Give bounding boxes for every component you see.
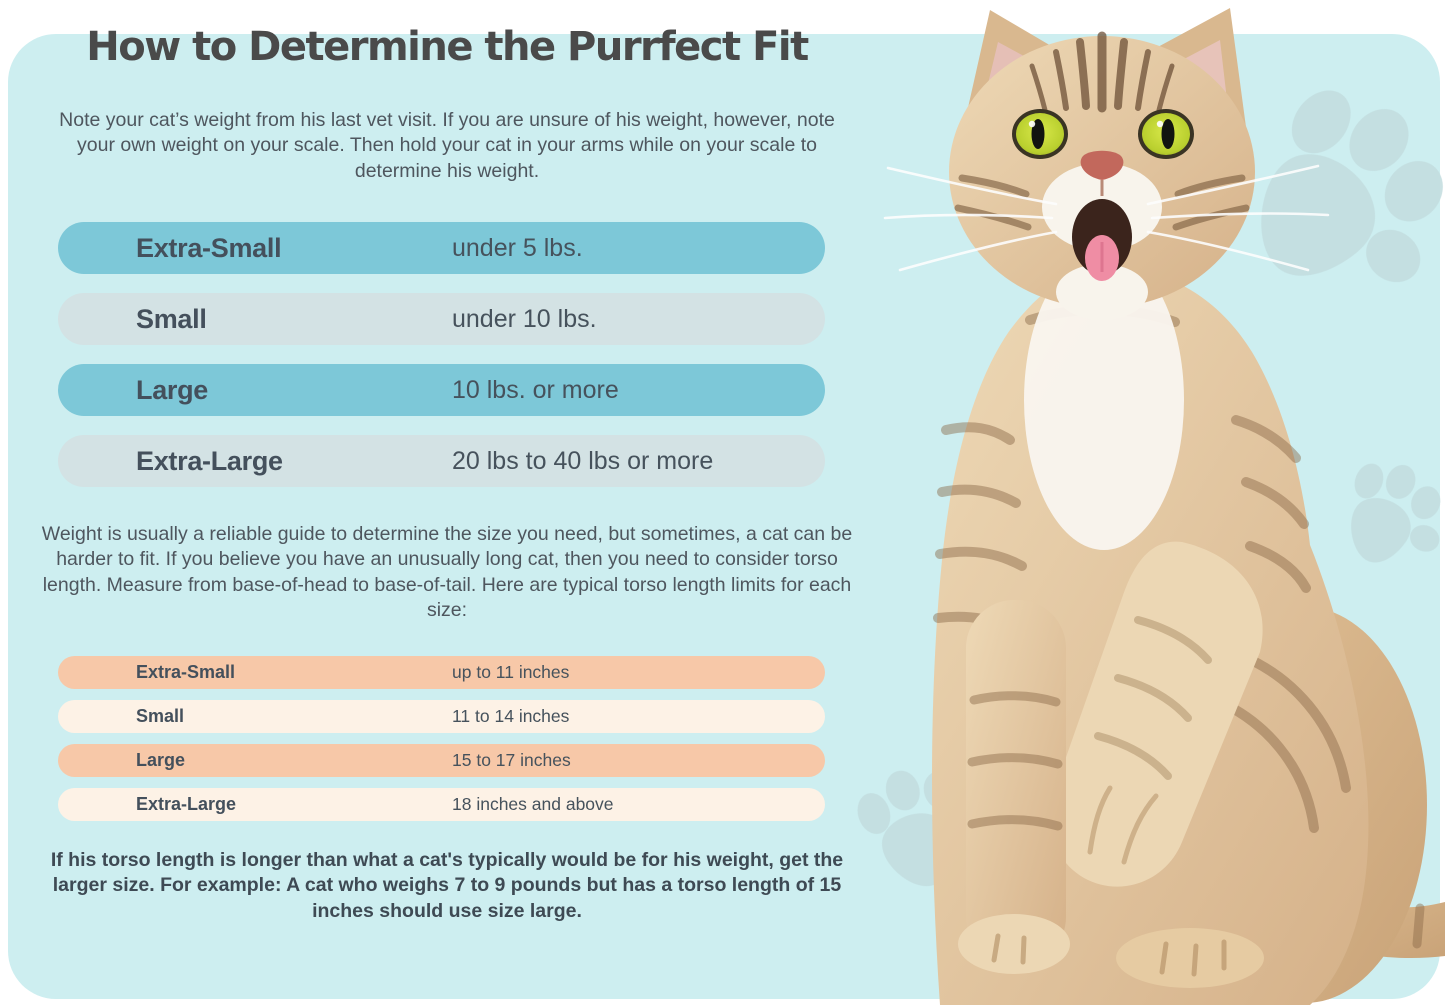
size-label: Large	[136, 374, 209, 405]
table-row	[58, 656, 825, 689]
table-row	[58, 788, 825, 821]
table-row	[58, 364, 825, 416]
size-value: up to 11 inches	[452, 662, 570, 682]
table-row	[58, 293, 825, 345]
table-row	[58, 744, 825, 777]
content-column	[32, 0, 862, 965]
table-row	[58, 435, 825, 487]
page-title: How to Determine the Purrfect Fit	[86, 24, 808, 70]
cat-front-leg	[958, 600, 1070, 974]
size-label: Extra-Small	[136, 232, 282, 263]
size-label: Extra-Large	[136, 794, 237, 814]
size-value: 11 to 14 inches	[452, 706, 570, 726]
intro-paragraph: Note your cat’s weight from his last vet visit. If you are unsure of his weight, however, note your own weight on your scale. Then hold your cat in your arms while on your scale to determine his weight.	[59, 109, 835, 182]
size-label: Small	[136, 303, 207, 334]
table-row	[58, 222, 825, 274]
size-value: under 10 lbs.	[452, 304, 597, 333]
size-label: Extra-Large	[136, 445, 283, 476]
cat-left-eye	[1012, 109, 1068, 159]
size-label: Extra-Small	[136, 662, 236, 682]
size-value: 15 to 17 inches	[452, 750, 571, 770]
cat-hind-toes	[1116, 928, 1264, 988]
size-value: 10 lbs. or more	[452, 375, 619, 404]
weight-size-table	[58, 222, 825, 506]
torso-length-table	[58, 656, 825, 832]
cat-head	[885, 8, 1328, 320]
size-value: 20 lbs to 40 lbs or more	[452, 446, 714, 475]
torso-paragraph: Weight is usually a reliable guide to determine the size you need, but sometimes, a cat can be harder to fit. If you believe you have an unusually long cat, then you need to consider torso length. Measure from base-of-head to base-of-tail. Here are typical torso length limits for each size:	[41, 523, 853, 622]
size-value: under 5 lbs.	[452, 233, 583, 262]
size-label: Small	[136, 706, 185, 726]
table-row	[58, 700, 825, 733]
size-label: Large	[136, 750, 186, 770]
cat-photo	[880, 0, 1445, 1005]
footer-note: If his torso length is longer than what a cat's typically would be for his weight, get the larger size. For example: A cat who weighs 7 to 9 pounds but has a torso length of 15 inches should use size large.	[50, 849, 844, 922]
size-value: 18 inches and above	[452, 794, 614, 814]
cat-right-eye	[1138, 109, 1194, 159]
